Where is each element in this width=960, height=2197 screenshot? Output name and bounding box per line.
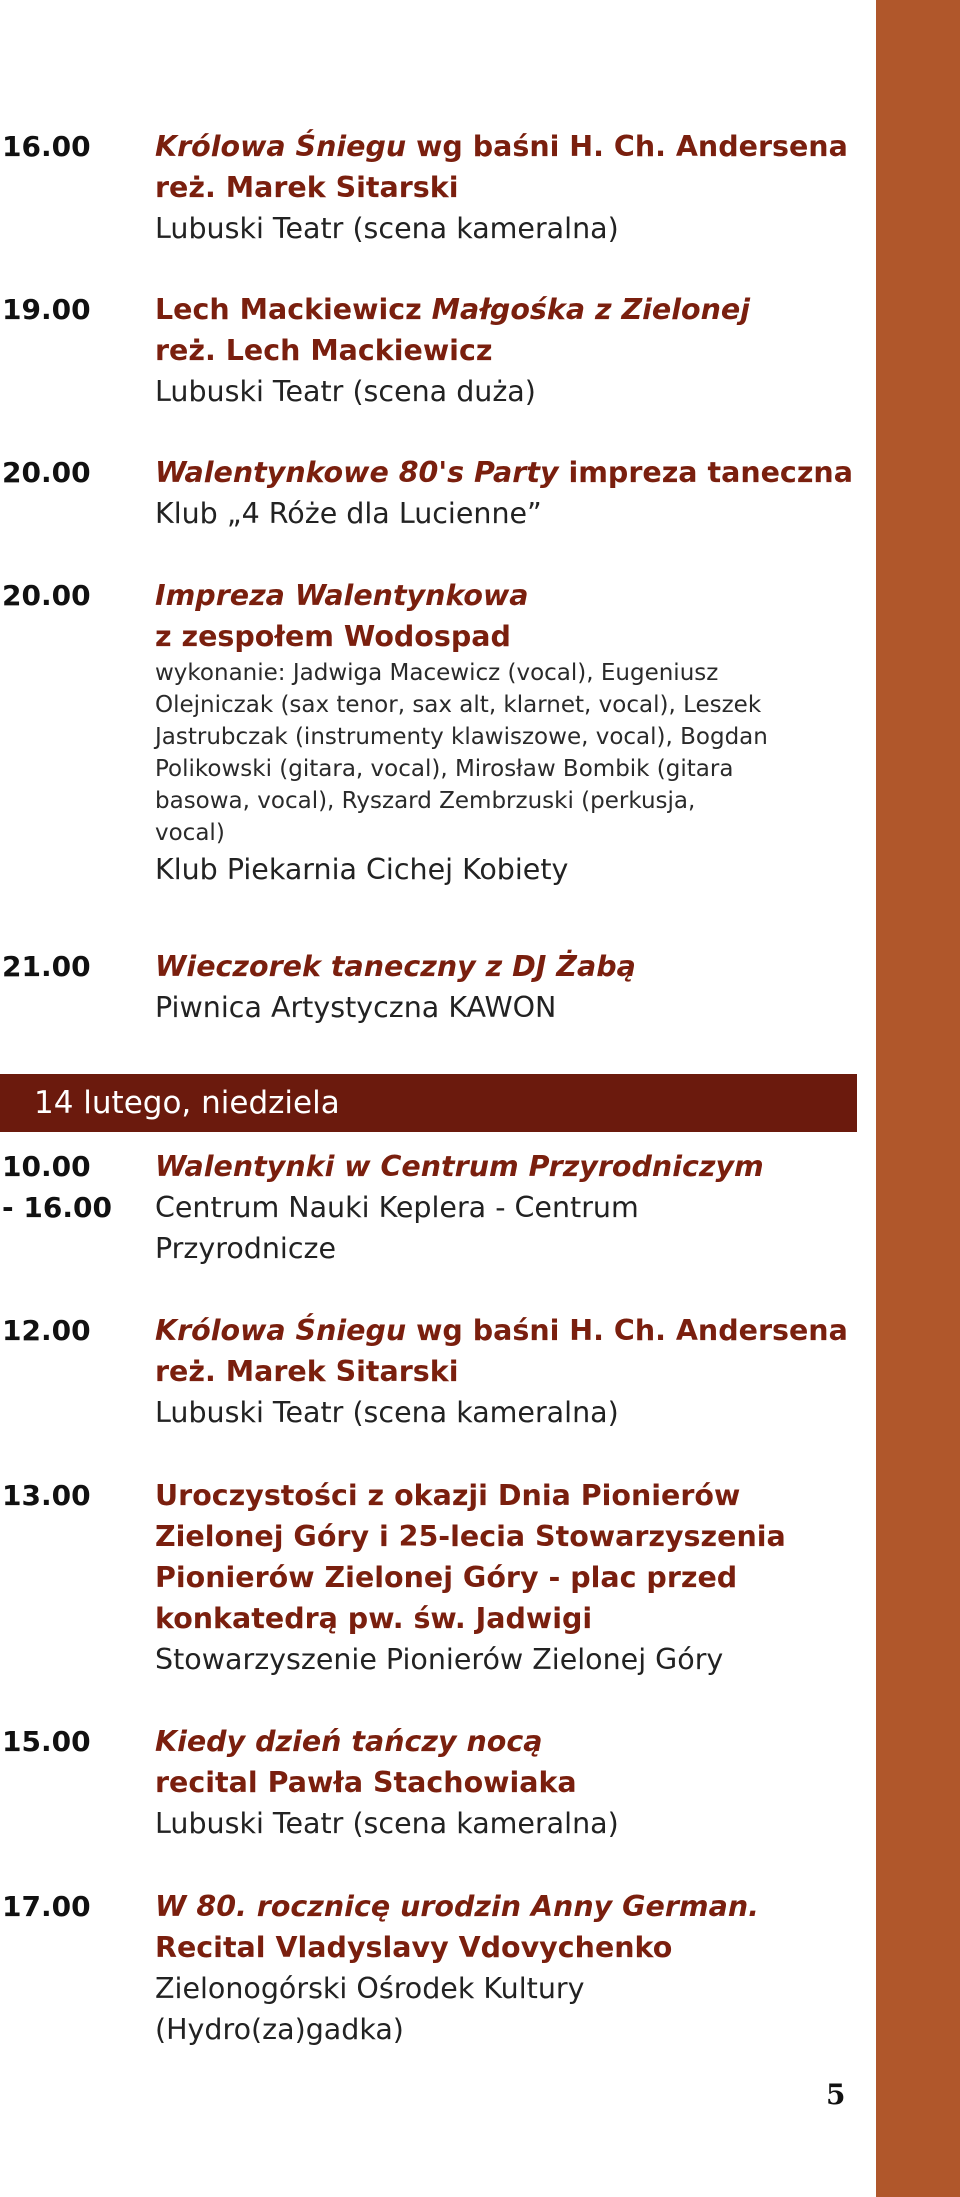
performers-line: basowa, vocal), Ryszard Zembrzuski (perkusja, xyxy=(155,788,696,814)
event-venue: Piwnica Artystyczna KAWON xyxy=(155,991,557,1024)
event-title: W 80. rocznicę urodzin Anny German. xyxy=(155,1890,759,1923)
day-header-label: 14 lutego, niedziela xyxy=(34,1085,340,1121)
event-title: Uroczystości z okazji Dnia Pionierów xyxy=(155,1479,741,1512)
event-time: 17.00 xyxy=(2,1890,91,1923)
event-title: Pionierów Zielonej Góry - plac przed xyxy=(155,1561,738,1594)
event-time: 10.00 xyxy=(2,1150,91,1183)
event-venue: Lubuski Teatr (scena kameralna) xyxy=(155,1807,619,1840)
event-title: Zielonej Góry i 25-lecia Stowarzyszenia xyxy=(155,1520,786,1553)
event-venue: Stowarzyszenie Pionierów Zielonej Góry xyxy=(155,1643,724,1676)
event-venue: Centrum Nauki Keplera - Centrum xyxy=(155,1191,639,1224)
event-time: 19.00 xyxy=(2,293,91,326)
event-time: 12.00 xyxy=(2,1314,91,1347)
event-venue: Lubuski Teatr (scena kameralna) xyxy=(155,1396,619,1429)
performers-line: Jastrubczak (instrumenty klawiszowe, vocal), Bogdan xyxy=(155,724,768,750)
event-title: Kiedy dzień tańczy nocą xyxy=(155,1725,543,1758)
performers-line: Polikowski (gitara, vocal), Mirosław Bombik (gitara xyxy=(155,756,734,782)
event-venue: Przyrodnicze xyxy=(155,1232,336,1265)
event-title: Królowa Śniegu wg baśni H. Ch. Andersena xyxy=(155,130,848,163)
event-title: Królowa Śniegu wg baśni H. Ch. Andersena xyxy=(155,1314,848,1347)
event-time: 20.00 xyxy=(2,579,91,612)
event-time: 16.00 xyxy=(2,130,91,163)
performers-line: wykonanie: Jadwiga Macewicz (vocal), Eugeniusz xyxy=(155,660,719,686)
event-title: Walentynki w Centrum Przyrodniczym xyxy=(155,1150,764,1183)
performers-line: vocal) xyxy=(155,820,225,846)
event-subtitle: z zespołem Wodospad xyxy=(155,620,511,653)
day-header xyxy=(0,1074,857,1132)
event-director: reż. Marek Sitarski xyxy=(155,171,459,204)
event-title: Walentynkowe 80's Party impreza taneczna xyxy=(155,456,853,489)
event-venue: Zielonogórski Ośrodek Kultury xyxy=(155,1972,585,2005)
performers-line: Olejniczak (sax tenor, sax alt, klarnet, vocal), Leszek xyxy=(155,692,762,718)
event-title: konkatedrą pw. św. Jadwigi xyxy=(155,1602,593,1635)
event-time: 20.00 xyxy=(2,456,91,489)
event-title: Impreza Walentynkowa xyxy=(155,579,529,612)
event-title: Lech Mackiewicz Małgośka z Zielonej xyxy=(155,293,750,326)
event-venue: Lubuski Teatr (scena duża) xyxy=(155,375,536,408)
event-venue: Klub Piekarnia Cichej Kobiety xyxy=(155,853,569,886)
event-venue: (Hydro(za)gadka) xyxy=(155,2013,404,2046)
event-venue: Lubuski Teatr (scena kameralna) xyxy=(155,212,619,245)
event-time: 13.00 xyxy=(2,1479,91,1512)
event-title: Wieczorek taneczny z DJ Żabą xyxy=(155,950,636,983)
event-venue: Klub „4 Róże dla Lucienne” xyxy=(155,497,542,530)
event-subtitle: recital Pawła Stachowiaka xyxy=(155,1766,577,1799)
event-director: reż. Marek Sitarski xyxy=(155,1355,459,1388)
event-subtitle: Recital Vladyslavy Vdovychenko xyxy=(155,1931,673,1964)
event-time-end: - 16.00 xyxy=(2,1191,112,1224)
event-time: 21.00 xyxy=(2,950,91,983)
event-time: 15.00 xyxy=(2,1725,91,1758)
event-director: reż. Lech Mackiewicz xyxy=(155,334,493,367)
decorative-side-band xyxy=(876,0,960,2197)
page-number: 5 xyxy=(826,2078,846,2111)
